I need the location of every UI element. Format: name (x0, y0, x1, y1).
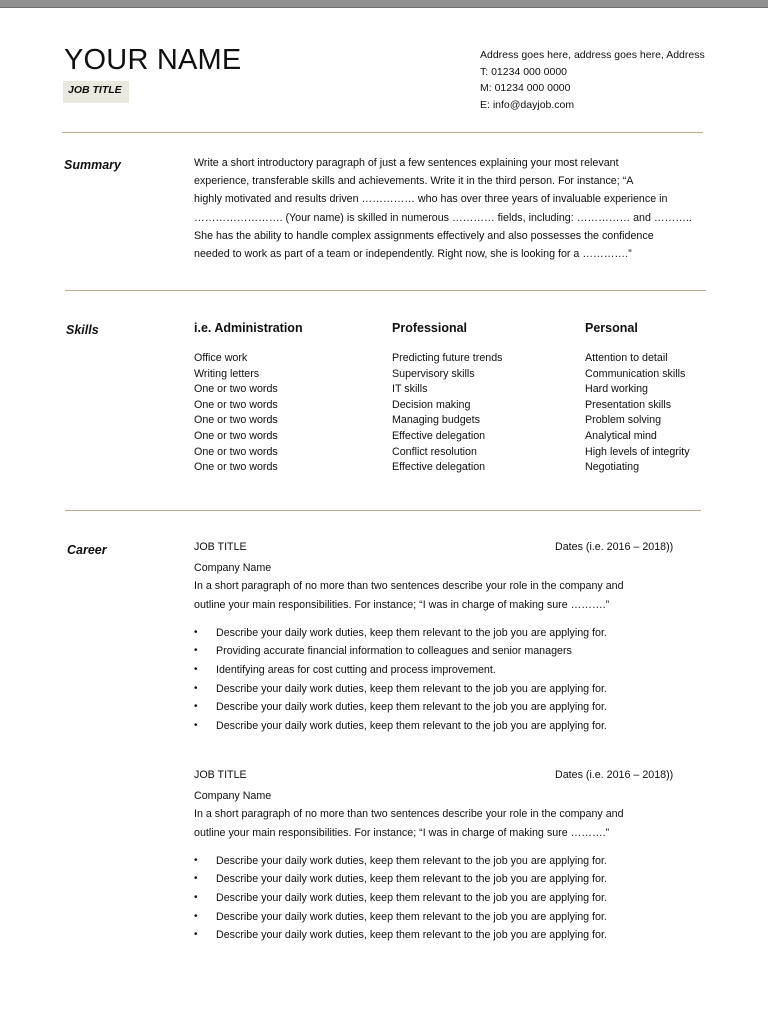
duty-item (194, 680, 694, 699)
duty-item (194, 870, 694, 889)
bullet-icon: • (194, 664, 198, 676)
divider-summary (65, 290, 706, 291)
company-name: Company Name (194, 790, 272, 802)
duty-text: Describe your daily work duties, keep them relevant to the job you are applying for. (216, 873, 607, 886)
bullet-icon: • (194, 682, 198, 694)
skills-column-professional (392, 321, 503, 476)
summary-line: needed to work as part of a team or independently. Right now, she is looking for a ………….” (194, 248, 632, 261)
skill-item: One or two words (194, 429, 278, 442)
skill-item: Managing budgets (392, 414, 480, 427)
career-entry-2 (194, 769, 694, 945)
skill-item: IT skills (392, 383, 428, 396)
bullet-icon: • (194, 892, 198, 904)
duties-list (194, 624, 694, 736)
career-label: Career (67, 543, 107, 557)
skills-column-heading: Professional (392, 321, 468, 335)
summary-line: ……………………. (Your name) is skilled in numerous ………… fields, including: …………… and ……….. (194, 211, 692, 224)
skill-item: One or two words (194, 414, 278, 427)
duty-item (194, 624, 694, 643)
skills-column-heading: i.e. Administration (194, 321, 303, 335)
duty-text: Describe your daily work duties, keep them relevant to the job you are applying for. (216, 701, 607, 714)
skill-item: Problem solving (585, 414, 662, 427)
skill-item: Writing letters (194, 367, 260, 380)
duty-text: Describe your daily work duties, keep them relevant to the job you are applying for. (216, 719, 607, 732)
contact-block (480, 47, 705, 114)
job-description-line: outline your main responsibilities. For instance; “I was in charge of making sure ……….” (194, 598, 610, 611)
skill-item: Negotiating (585, 461, 640, 474)
duty-text: Describe your daily work duties, keep them relevant to the job you are applying for. (216, 910, 607, 923)
address-line: Address goes here, address goes here, Address (480, 49, 705, 61)
duty-item (194, 717, 694, 736)
bullet-icon: • (194, 910, 198, 922)
skills-column-personal (585, 321, 690, 476)
duties-list (194, 852, 694, 945)
duty-item (194, 698, 694, 717)
job-description-line: In a short paragraph of no more than two sentences describe your role in the company and (194, 580, 624, 593)
duty-text: Describe your daily work duties, keep them relevant to the job you are applying for. (216, 892, 607, 905)
duty-text: Identifying areas for cost cutting and process improvement. (216, 664, 496, 677)
divider-skills (65, 510, 701, 511)
summary-label: Summary (64, 158, 121, 172)
skills-list (585, 351, 690, 476)
duty-text: Describe your daily work duties, keep them relevant to the job you are applying for. (216, 929, 607, 942)
summary-line: She has the ability to handle complex assignments effectively and also possesses the confidence (194, 229, 654, 242)
skill-item: Attention to detail (585, 352, 668, 364)
skills-label: Skills (66, 323, 99, 337)
skill-item: One or two words (194, 461, 278, 474)
skills-column-administration (194, 321, 303, 476)
skill-item: Supervisory skills (392, 367, 475, 380)
bullet-icon: • (194, 645, 198, 657)
skill-item: Predicting future trends (392, 352, 503, 364)
skill-item: Communication skills (585, 367, 686, 380)
bullet-icon: • (194, 701, 198, 713)
skills-list (194, 351, 303, 476)
skill-item: Effective delegation (392, 461, 486, 474)
duty-item (194, 889, 694, 908)
mobile-line: M: 01234 000 0000 (480, 82, 571, 95)
skill-item: Conflict resolution (392, 445, 477, 458)
summary-line: highly motivated and results driven …………… who has over three years of invaluable experience in (194, 193, 668, 206)
career-entry-1 (194, 541, 694, 735)
duty-item (194, 852, 694, 871)
job-entry-dates: Dates (i.e. 2016 – 2018)) (555, 769, 674, 781)
duty-text: Describe your daily work duties, keep them relevant to the job you are applying for. (216, 682, 607, 695)
duty-item (194, 926, 694, 945)
job-entry-dates: Dates (i.e. 2016 – 2018)) (555, 541, 674, 553)
summary-line: experience, transferable skills and achievements. Write it in the third person. For instance; “A (194, 175, 634, 188)
top-border (0, 0, 768, 8)
summary-paragraph (194, 154, 694, 263)
bullet-icon: • (194, 626, 198, 638)
skills-list (392, 351, 503, 476)
job-entry-title: JOB TITLE (194, 769, 247, 781)
email-line: E: info@dayjob.com (480, 99, 575, 112)
skill-item: Analytical mind (585, 429, 657, 442)
duty-text: Providing accurate financial information to colleagues and senior managers (216, 645, 572, 658)
telephone-line: T: 01234 000 0000 (480, 65, 567, 78)
job-description-line: outline your main responsibilities. For instance; “I was in charge of making sure ……….” (194, 826, 610, 839)
company-name: Company Name (194, 562, 272, 574)
duty-item (194, 642, 694, 661)
duty-item (194, 908, 694, 927)
job-title-text: JOB TITLE (68, 84, 122, 96)
divider-header (62, 132, 703, 133)
skill-item: One or two words (194, 383, 278, 396)
job-description-line: In a short paragraph of no more than two sentences describe your role in the company and (194, 808, 624, 821)
skill-item: High levels of integrity (585, 445, 690, 458)
skills-column-heading: Personal (585, 321, 638, 335)
job-entry-title: JOB TITLE (194, 541, 247, 553)
skill-item: One or two words (194, 398, 278, 411)
duty-item (194, 661, 694, 680)
bullet-icon: • (194, 873, 198, 885)
skill-item: Effective delegation (392, 429, 486, 442)
bullet-icon: • (194, 929, 198, 941)
skill-item: Presentation skills (585, 398, 672, 411)
candidate-name: YOUR NAME (64, 44, 242, 76)
bullet-icon: • (194, 854, 198, 866)
job-title-badge (63, 81, 129, 103)
skill-item: One or two words (194, 445, 278, 458)
summary-line: Write a short introductory paragraph of just a few sentences explaining your most relevant (194, 157, 619, 169)
duty-text: Describe your daily work duties, keep them relevant to the job you are applying for. (216, 854, 607, 867)
bullet-icon: • (194, 719, 198, 731)
skill-item: Hard working (585, 383, 648, 396)
duty-text: Describe your daily work duties, keep them relevant to the job you are applying for. (216, 626, 607, 639)
skill-item: Decision making (392, 398, 471, 411)
skill-item: Office work (194, 352, 248, 364)
